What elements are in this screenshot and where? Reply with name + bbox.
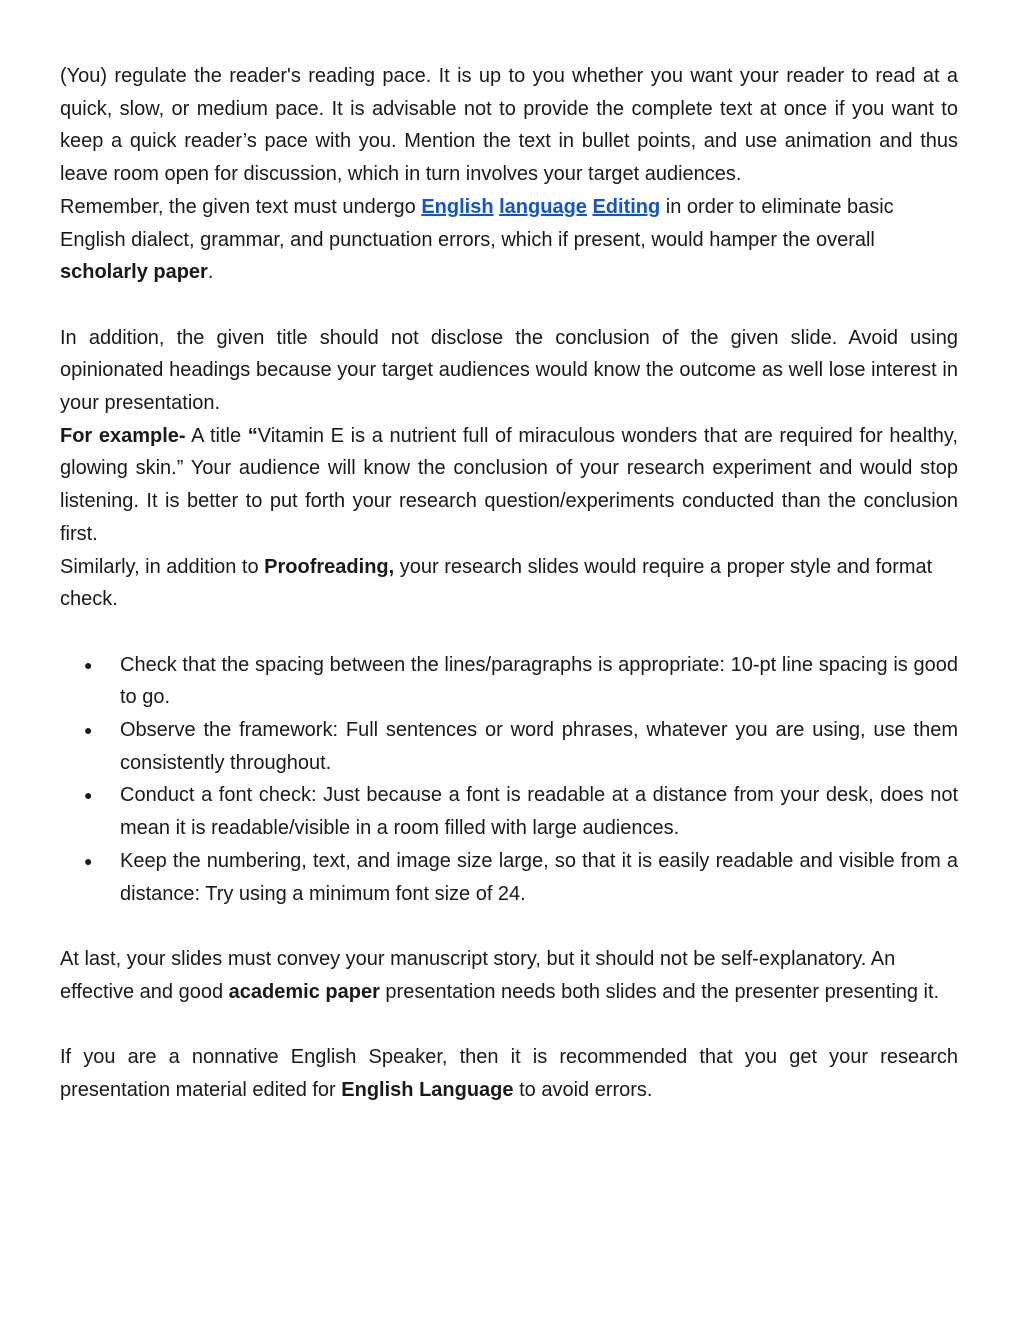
list-item-text: Check that the spacing between the lines/paragraphs is appropriate: 10-pt line spacing is good to go.: [120, 653, 958, 709]
editing-text-pre: Remember, the given text must undergo: [60, 195, 422, 218]
bullet-icon: ●: [84, 852, 93, 869]
document-page: [60, 60, 958, 1106]
paragraph-gap: [60, 289, 958, 322]
paragraph-gap: [60, 1008, 958, 1041]
link-editing[interactable]: Editing: [592, 195, 661, 218]
slides-text-post: presentation needs both slides and the presenter presenting it.: [379, 980, 940, 1003]
list-item: [60, 649, 958, 714]
paragraph-reading-pace: (You) regulate the reader's reading pace. It is up to you whether you want your reader to read at a quick, slow, or medium pace. It is advisable not to provide the complete text at once if you want to keep a quick reader’s pace with you. Mention the text in bullet points, and use animation and thus leave room open for discussion, which in turn involves your target audiences.: [60, 65, 958, 186]
academic-paper-bold: academic paper: [228, 980, 380, 1003]
bullet-icon: ●: [84, 722, 93, 739]
bullet-icon: ●: [84, 656, 93, 673]
for-example-bold: For example-: [60, 424, 186, 447]
nonnative-text-pre: If you are a nonnative English Speaker, then it is recommended that you get your research presentation material edited for: [60, 1046, 958, 1101]
paragraph-example: [60, 420, 958, 551]
scholarly-paper-bold: scholarly paper: [60, 261, 208, 284]
list-item-text: Keep the numbering, text, and image size large, so that it is easily readable and visible from a distance: Try using a minimum font size of 24.: [120, 849, 958, 905]
list-item: [60, 779, 958, 844]
paragraph-proofreading: [60, 551, 958, 616]
english-language-bold: English Language: [341, 1078, 514, 1101]
slides-text-pre: At last, your slides must convey your manuscript story, but it should not be self-explanatory. An effective and good: [60, 947, 896, 1003]
paragraph-gap: [60, 910, 958, 943]
nonnative-text-post: to avoid errors.: [513, 1078, 653, 1101]
paragraph-editing: [60, 191, 958, 289]
link-language[interactable]: language: [499, 195, 587, 218]
list-item-text: Observe the framework: Full sentences or word phrases, whatever you are using, use them consistently throughout.: [120, 719, 958, 774]
proofreading-text-pre: Similarly, in addition to: [60, 555, 265, 578]
proofreading-text-post: your research slides would require a proper style and format check.: [60, 555, 933, 611]
paragraph-slides-story: [60, 943, 958, 1008]
list-item: [60, 845, 958, 910]
list-item-text: Conduct a font check: Just because a font is readable at a distance from your desk, does not mean it is readable/visible in a room filled with large audiences.: [120, 784, 958, 840]
paragraph-nonnative: [60, 1041, 958, 1106]
example-text-post: Vitamin E is a nutrient full of miraculous wonders that are required for healthy, glowing skin.” Your audience will know the conclusion of your research experiment and would stop listening. It is better to put forth your research question/experiments conducted than the conclusion first.: [60, 424, 958, 545]
editing-text-post: .: [207, 261, 214, 284]
example-open-quote: “: [247, 424, 258, 447]
paragraph-title-conclusion: In addition, the given title should not disclose the conclusion of the given slide. Avoid using opinionated headings because your target audiences would know the outcome as well lose interest in your presentation.: [60, 326, 958, 415]
example-text-pre: A title: [185, 424, 248, 447]
proofreading-bold: Proofreading,: [264, 555, 395, 578]
editing-text-mid: in order to eliminate basic English dialect, grammar, and punctuation errors, which if present, would hamper the overall: [60, 195, 894, 251]
format-check-list: [60, 649, 958, 911]
link-english[interactable]: English: [421, 195, 494, 218]
bullet-icon: ●: [84, 787, 93, 804]
paragraph-gap: [60, 616, 958, 649]
list-item: [60, 714, 958, 779]
